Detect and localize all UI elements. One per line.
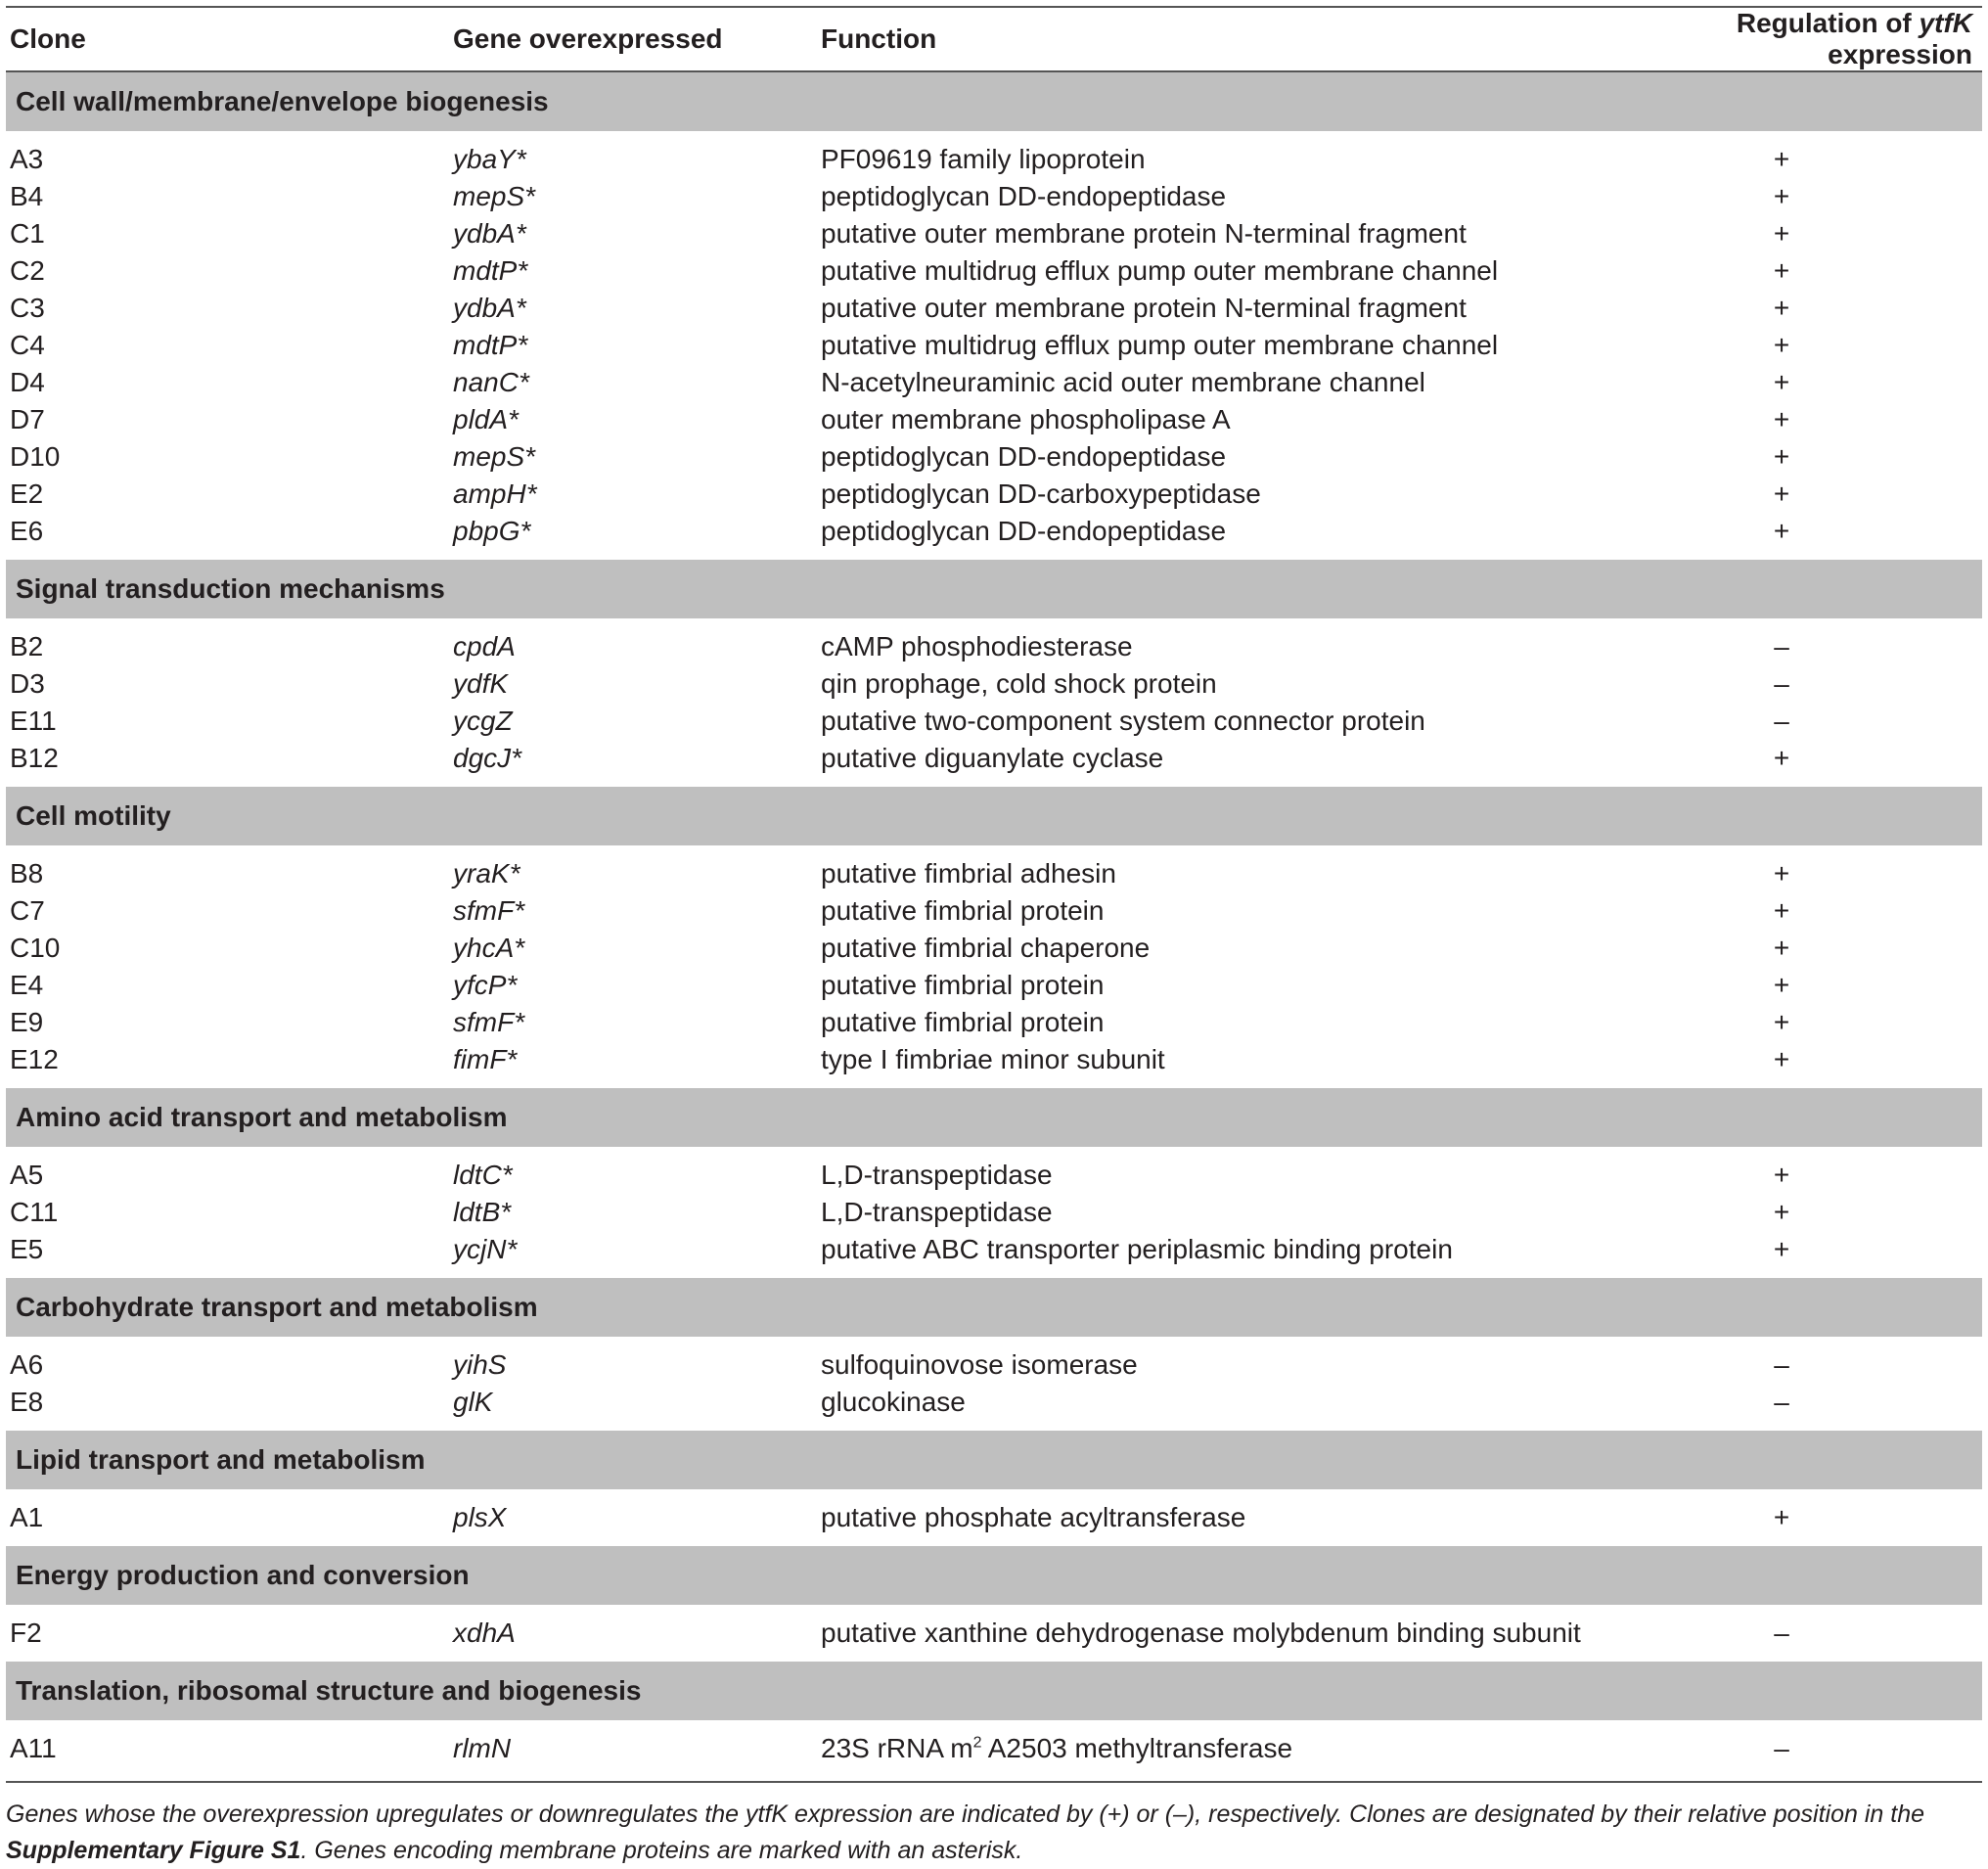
regulation-cell: + — [1773, 367, 1790, 397]
clone-cell: B2 — [10, 631, 44, 661]
regulation-cell: – — [1774, 631, 1789, 661]
regulation-cell: + — [1773, 895, 1790, 926]
gene-cell: yhcA* — [453, 933, 525, 963]
clone-cell: B12 — [10, 743, 59, 773]
clone-cell: E6 — [10, 516, 44, 546]
table-row — [6, 327, 1982, 364]
gene-cell: pldA* — [453, 404, 519, 434]
category-row — [6, 1087, 1982, 1147]
regulation-cell: – — [1774, 1618, 1789, 1648]
gene-cell: sfmF* — [453, 895, 525, 926]
table-row — [6, 892, 1982, 930]
clone-cell: E4 — [10, 970, 44, 1000]
function-cell: peptidoglycan DD-endopeptidase — [821, 181, 1227, 211]
gene-cell: ampH* — [453, 479, 537, 509]
table-row — [6, 131, 1982, 178]
function-cell: peptidoglycan DD-endopeptidase — [821, 441, 1227, 472]
regulation-cell: + — [1773, 479, 1790, 509]
function-cell: L,D-transpeptidase — [821, 1160, 1053, 1190]
header-clone: Clone — [6, 8, 449, 71]
clone-cell: E9 — [10, 1007, 44, 1037]
clone-cell: C2 — [10, 255, 45, 286]
function-cell: putative outer membrane protein N-terminal fragment — [821, 293, 1467, 323]
regulation-cell: + — [1773, 441, 1790, 472]
header-regulation — [1581, 8, 1982, 71]
function-cell: peptidoglycan DD-endopeptidase — [821, 516, 1227, 546]
clone-cell: E5 — [10, 1234, 44, 1264]
table-row — [6, 1605, 1982, 1661]
function-cell: putative two-component system connector protein — [821, 706, 1425, 736]
clone-cell: E11 — [10, 706, 57, 736]
category-row — [6, 1545, 1982, 1605]
function-cell: putative ABC transporter periplasmic binding protein — [821, 1234, 1453, 1264]
table-body — [6, 71, 1982, 1775]
regulation-cell: + — [1773, 1234, 1790, 1264]
function-cell: cAMP phosphodiesterase — [821, 631, 1133, 661]
gene-cell: ldtC* — [453, 1160, 513, 1190]
gene-cell: glK — [453, 1387, 493, 1417]
table-row — [6, 252, 1982, 290]
category-row — [6, 1661, 1982, 1720]
regulation-cell: + — [1773, 743, 1790, 773]
function-cell: outer membrane phospholipase A — [821, 404, 1231, 434]
function-cell: putative fimbrial adhesin — [821, 858, 1116, 889]
clone-cell: C10 — [10, 933, 61, 963]
table-row — [6, 1147, 1982, 1194]
clone-cell: A5 — [10, 1160, 44, 1190]
clone-cell: E2 — [10, 479, 44, 509]
table-row — [6, 665, 1982, 703]
function-cell: putative fimbrial protein — [821, 1007, 1105, 1037]
clone-cell: D10 — [10, 441, 61, 472]
table-row — [6, 930, 1982, 967]
regulation-cell: + — [1773, 404, 1790, 434]
gene-cell: yihS — [453, 1349, 507, 1380]
regulation-cell: + — [1773, 1007, 1790, 1037]
gene-cell: ydfK — [453, 668, 509, 699]
table-row — [6, 401, 1982, 438]
regulation-cell: + — [1773, 218, 1790, 249]
bottom-rule — [6, 1781, 1982, 1783]
table-row — [6, 290, 1982, 327]
category-label: Translation, ribosomal structure and biogenesis — [6, 1661, 1982, 1720]
table-row — [6, 1384, 1982, 1430]
regulation-cell: + — [1773, 516, 1790, 546]
header-regulation-prefix: Regulation of — [1736, 8, 1920, 38]
footnote-figure-ref: Supplementary Figure S1 — [6, 1837, 301, 1864]
table-row — [6, 364, 1982, 401]
gene-cell: ycjN* — [453, 1234, 518, 1264]
table-row — [6, 476, 1982, 513]
header-regulation-gene: ytfK — [1919, 8, 1972, 38]
function-cell: L,D-transpeptidase — [821, 1197, 1053, 1227]
regulation-cell: + — [1773, 858, 1790, 889]
function-text-pre: 23S rRNA m — [821, 1733, 973, 1763]
category-label: Cell wall/membrane/envelope biogenesis — [6, 71, 1982, 131]
category-row — [6, 1430, 1982, 1489]
category-row — [6, 1277, 1982, 1337]
function-cell: N-acetylneuraminic acid outer membrane channel — [821, 367, 1425, 397]
category-row — [6, 559, 1982, 618]
category-label: Signal transduction mechanisms — [6, 559, 1982, 618]
table-row — [6, 178, 1982, 215]
table-row — [6, 845, 1982, 892]
clone-cell: D3 — [10, 668, 45, 699]
table-row — [6, 1004, 1982, 1041]
clone-cell: F2 — [10, 1618, 42, 1648]
function-cell: sulfoquinovose isomerase — [821, 1349, 1138, 1380]
clone-cell: C1 — [10, 218, 45, 249]
regulation-cell: + — [1773, 933, 1790, 963]
category-row — [6, 786, 1982, 845]
clone-cell: D7 — [10, 404, 45, 434]
table-row — [6, 703, 1982, 740]
gene-cell: mdtP* — [453, 255, 528, 286]
header-gene: Gene overexpressed — [449, 8, 817, 71]
clone-cell: E12 — [10, 1044, 59, 1074]
clone-cell: C3 — [10, 293, 45, 323]
function-cell: qin prophage, cold shock protein — [821, 668, 1217, 699]
function-cell: glucokinase — [821, 1387, 966, 1417]
gene-cell: mepS* — [453, 181, 536, 211]
category-label: Carbohydrate transport and metabolism — [6, 1277, 1982, 1337]
table-row — [6, 1041, 1982, 1087]
clone-cell: C11 — [10, 1197, 59, 1227]
clone-cell: D4 — [10, 367, 45, 397]
table-row — [6, 513, 1982, 559]
category-label: Lipid transport and metabolism — [6, 1430, 1982, 1489]
regulation-cell: + — [1773, 255, 1790, 286]
function-cell: PF09619 family lipoprotein — [821, 144, 1146, 174]
gene-cell: pbpG* — [453, 516, 531, 546]
gene-cell: rlmN — [453, 1733, 512, 1763]
function-cell: type I fimbriae minor subunit — [821, 1044, 1165, 1074]
regulation-cell: + — [1773, 181, 1790, 211]
gene-cell: fimF* — [453, 1044, 518, 1074]
results-table — [6, 8, 1982, 1775]
function-cell: putative outer membrane protein N-terminal fragment — [821, 218, 1467, 249]
gene-cell: cpdA — [453, 631, 516, 661]
clone-cell: B8 — [10, 858, 44, 889]
gene-cell: xdhA — [453, 1618, 516, 1648]
clone-cell: C4 — [10, 330, 45, 360]
regulation-cell: – — [1774, 706, 1789, 736]
footnote-part2: . Genes encoding membrane proteins are marked with an asterisk. — [300, 1837, 1023, 1864]
clone-cell: A3 — [10, 144, 44, 174]
gene-cell: ycgZ — [453, 706, 513, 736]
table-row — [6, 1194, 1982, 1231]
regulation-cell: + — [1773, 1502, 1790, 1532]
category-row — [6, 71, 1982, 131]
table-row — [6, 1231, 1982, 1277]
gene-cell: ybaY* — [453, 144, 526, 174]
function-cell: putative xanthine dehydrogenase molybdenum binding subunit — [821, 1618, 1581, 1648]
gene-cell: ydbA* — [453, 293, 526, 323]
regulation-cell: + — [1773, 293, 1790, 323]
regulation-cell: + — [1773, 144, 1790, 174]
regulation-cell: + — [1773, 1197, 1790, 1227]
regulation-cell: + — [1773, 1044, 1790, 1074]
regulation-cell: + — [1773, 1160, 1790, 1190]
function-cell — [817, 1720, 1581, 1775]
function-cell: peptidoglycan DD-carboxypeptidase — [821, 479, 1261, 509]
gene-cell: mdtP* — [453, 330, 528, 360]
gene-cell: mepS* — [453, 441, 536, 472]
function-cell: putative diguanylate cyclase — [821, 743, 1164, 773]
category-label: Energy production and conversion — [6, 1545, 1982, 1605]
header-function: Function — [817, 8, 1581, 71]
table-row — [6, 438, 1982, 476]
function-cell: putative fimbrial chaperone — [821, 933, 1151, 963]
clone-cell: E8 — [10, 1387, 44, 1417]
table-row — [6, 1337, 1982, 1384]
table-container — [6, 6, 1982, 1869]
gene-cell: yraK* — [453, 858, 520, 889]
table-row — [6, 1489, 1982, 1545]
header-regulation-suffix: expression — [1828, 39, 1972, 69]
gene-cell: ldtB* — [453, 1197, 512, 1227]
gene-cell: ydbA* — [453, 218, 526, 249]
table-row — [6, 967, 1982, 1004]
gene-cell: yfcP* — [453, 970, 518, 1000]
clone-cell: A1 — [10, 1502, 44, 1532]
table-row — [6, 618, 1982, 665]
table-row — [6, 1720, 1982, 1775]
footnote-part1: Genes whose the overexpression upregulates or downregulates the ytfK expression are indicated by (+) or (–), respectively. Clones are designated by their relative position in the — [6, 1801, 1925, 1828]
function-cell: putative phosphate acyltransferase — [821, 1502, 1246, 1532]
gene-cell: dgcJ* — [453, 743, 522, 773]
regulation-cell: – — [1774, 668, 1789, 699]
header-row — [6, 8, 1982, 71]
clone-cell: C7 — [10, 895, 45, 926]
category-label: Cell motility — [6, 786, 1982, 845]
function-cell: putative multidrug efflux pump outer membrane channel — [821, 330, 1499, 360]
gene-cell: plsX — [453, 1502, 507, 1532]
function-text-post: A2503 methyltransferase — [981, 1733, 1293, 1763]
function-cell: putative fimbrial protein — [821, 970, 1105, 1000]
clone-cell: B4 — [10, 181, 44, 211]
regulation-cell: + — [1773, 970, 1790, 1000]
regulation-cell: – — [1774, 1387, 1789, 1417]
clone-cell: A11 — [10, 1733, 57, 1763]
table-row — [6, 740, 1982, 786]
category-label: Amino acid transport and metabolism — [6, 1087, 1982, 1147]
table-footnote — [6, 1797, 1978, 1869]
gene-cell: nanC* — [453, 367, 529, 397]
function-superscript: 2 — [972, 1734, 982, 1752]
regulation-cell: + — [1773, 330, 1790, 360]
function-cell: putative fimbrial protein — [821, 895, 1105, 926]
function-cell: putative multidrug efflux pump outer membrane channel — [821, 255, 1499, 286]
gene-cell: sfmF* — [453, 1007, 525, 1037]
regulation-cell: – — [1774, 1733, 1789, 1763]
table-row — [6, 215, 1982, 252]
regulation-cell: – — [1774, 1349, 1789, 1380]
clone-cell: A6 — [10, 1349, 44, 1380]
